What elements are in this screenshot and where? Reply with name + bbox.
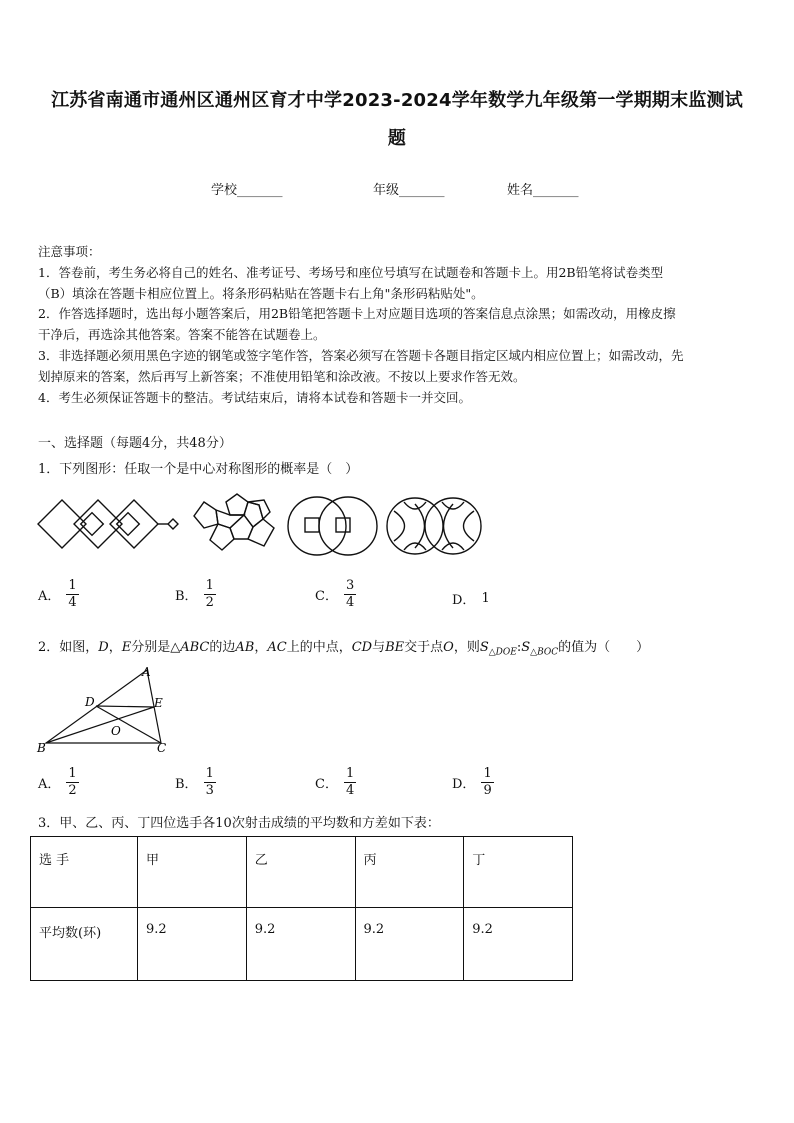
section1-heading: 一、选择题（每题4分，共48分）: [38, 436, 232, 451]
q2-option-c[interactable]: C． $\frac{1}{4}$: [315, 766, 355, 798]
note-line: 干净后，再选涂其他答案。答案不能答在试题卷上。: [38, 327, 326, 343]
q2-option-d[interactable]: D． $\frac{1}{9}$: [452, 766, 492, 798]
exam-title-line1: 江苏省南通市通州区通州区育才中学2023-2024学年数学九年级第一学期期末监测试: [51, 90, 743, 111]
vertex-label-b: B: [37, 741, 46, 755]
vertex-label-a: A: [142, 665, 151, 679]
notes-block: [38, 242, 758, 408]
table-header-cell: 乙: [246, 837, 355, 908]
grade-field[interactable]: 年级_______: [373, 183, 445, 198]
fraction: $\frac{1}{2}$: [68, 766, 77, 798]
vertex-label-e: E: [154, 696, 163, 710]
table-header-cell: 丙: [355, 837, 464, 908]
table-cell: 9.2: [138, 908, 247, 981]
table-cell: 9.2: [355, 908, 464, 981]
table-cell: 9.2: [464, 908, 573, 981]
name-field[interactable]: 姓名_______: [507, 183, 579, 198]
coin-squares-figure: [288, 497, 377, 555]
q1-stem: 1．下列图形：任取一个是中心对称图形的概率是（ ）: [38, 462, 359, 477]
fraction: $\frac{1}{4}$: [345, 766, 355, 798]
table-row: [31, 837, 573, 908]
fraction: $\frac{1}{3}$: [205, 766, 214, 798]
notes-heading: 注意事项：: [38, 244, 101, 259]
q1-option-a[interactable]: A． $\frac{1}{4}$: [38, 578, 77, 610]
note-line: （B）填涂在答题卡相应位置上。将条形码粘贴在答题卡右上角"条形码粘贴处"。: [38, 285, 484, 301]
note-line: 3．非选择题必须用黑色字迹的钢笔或签字笔作答，答案必须写在答题卡各题目指定区域内相应位置上；如需改动，先: [38, 347, 684, 363]
coin-arcs-figure: [387, 498, 481, 554]
fraction: $\frac{1}{4}$: [68, 578, 77, 610]
vertex-label-d: D: [85, 695, 95, 709]
note-line: 2．作答选择题时，选出每小题答案后，用2B铅笔把答题卡上对应题目选项的答案信息点涂黑；如需改动，用橡皮擦: [38, 306, 676, 322]
table-cell: 9.2: [246, 908, 355, 981]
scores-table: [30, 836, 573, 981]
q2-stem: 2．如图，D，E分别是△ABC的边AB，AC上的中点，CD与BE交于点O，则$S_{\triangle DOE}:S_{\triangle BOC}$的值为（ ）: [38, 640, 650, 658]
diamond-chain-figure: [38, 500, 178, 548]
fraction: $\frac{1}{2}$: [205, 578, 214, 610]
vertex-label-c: C: [157, 741, 167, 755]
school-field[interactable]: 学校_______: [211, 183, 283, 198]
q3-stem: 3．甲、乙、丙、丁四位选手各10次射击成绩的平均数和方差如下表：: [38, 816, 440, 831]
q1-option-b[interactable]: B． $\frac{1}{2}$: [175, 578, 214, 610]
table-header-cell: 甲: [138, 837, 247, 908]
vertex-label-o: O: [111, 724, 121, 738]
note-line: 1．答卷前，考生务必将自己的姓名、准考证号、考场号和座位号填写在试题卷和答题卡上。用2B铅笔将试卷类型: [38, 264, 664, 280]
exam-title-line2: 题: [387, 128, 407, 149]
q2-option-b[interactable]: B． $\frac{1}{3}$: [175, 766, 214, 798]
q1-figures: [34, 492, 484, 560]
q1-option-c[interactable]: C． $\frac{3}{4}$: [315, 578, 355, 610]
table-header-cell: 丁: [464, 837, 573, 908]
q2-option-a[interactable]: A． $\frac{1}{2}$: [38, 766, 77, 798]
q1-option-d[interactable]: D． 1: [452, 591, 490, 608]
fraction: $\frac{3}{4}$: [345, 578, 355, 610]
table-row: [31, 908, 573, 981]
note-line: 4．考生必须保证答题卡的整洁。考试结束后，请将本试卷和答题卡一并交回。: [38, 389, 471, 405]
q2-triangle-figure: [34, 664, 184, 758]
pentagon-figure: [194, 494, 274, 550]
table-header-cell: 选 手: [31, 837, 138, 908]
table-cell: 平均数(环): [31, 908, 138, 981]
fraction: $\frac{1}{9}$: [483, 766, 492, 798]
note-line: 划掉原来的答案，然后再写上新答案；不准使用铅笔和涂改液。不按以上要求作答无效。: [38, 368, 526, 384]
